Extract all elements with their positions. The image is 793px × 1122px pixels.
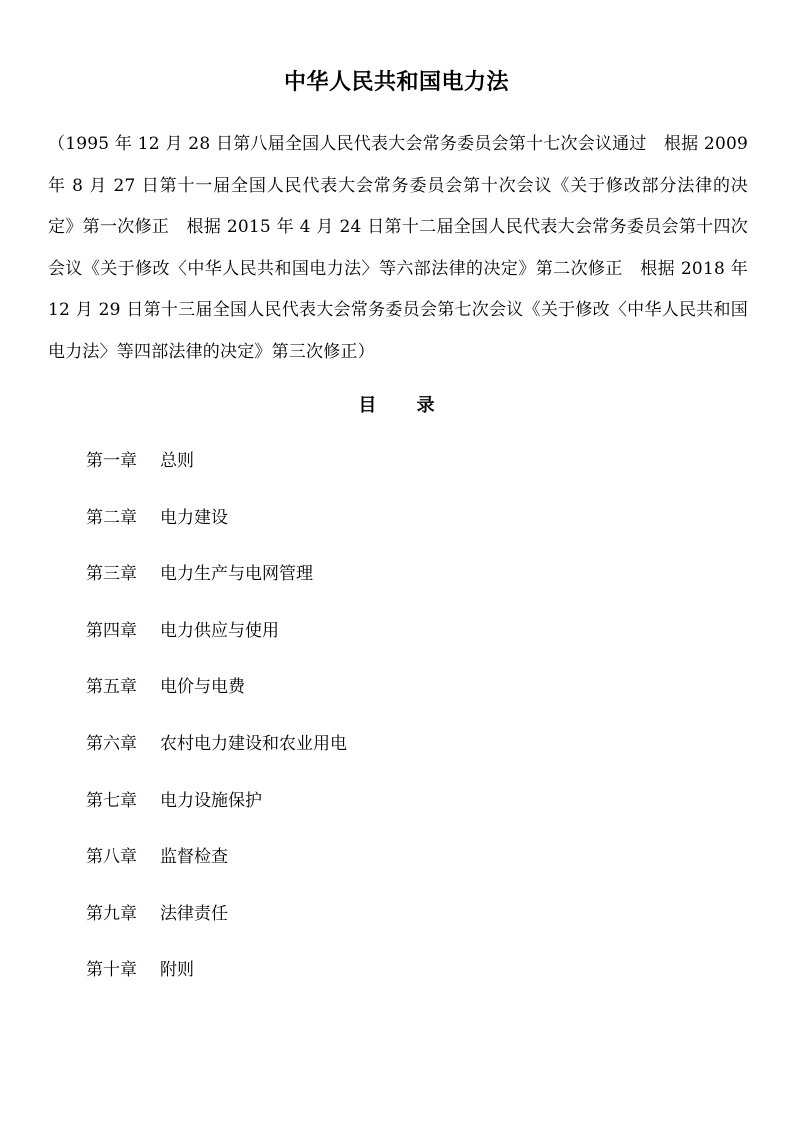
chapter-number: 第十章	[86, 960, 137, 981]
chapter-title: 农村电力建设和农业用电	[160, 733, 347, 754]
chapter-number: 第一章	[86, 451, 137, 471]
chapter-title: 附则	[160, 960, 194, 981]
toc-item-chapter-6	[86, 726, 347, 783]
chapter-number: 第三章	[86, 564, 137, 585]
toc-item-chapter-5	[86, 669, 347, 726]
chapter-number: 第六章	[86, 733, 137, 754]
chapter-number: 第四章	[86, 620, 137, 641]
chapter-title: 总则	[160, 451, 194, 471]
toc-item-chapter-9	[86, 896, 347, 953]
chapter-title: 电力设施保护	[160, 790, 262, 811]
toc-heading: 目 录	[358, 395, 435, 416]
toc-item-chapter-8	[86, 839, 347, 896]
chapter-title: 电力建设	[160, 507, 228, 528]
toc-item-chapter-2	[86, 500, 347, 557]
chapter-number: 第五章	[86, 677, 137, 698]
chapter-number: 第八章	[86, 847, 137, 868]
toc-item-chapter-10	[86, 952, 347, 1009]
chapter-title: 监督检查	[160, 847, 228, 868]
amendment-history: （1995 年 12 月 28 日第八届全国人民代表大会常务委员会第十七次会议通过 根据 2009 年 8 月 27 日第十一届全国人民代表大会常务委员会第十次会议《关于修改部分法律的决定》第一次修正 根据 2015 年 4 月 24 日第十二届全国人民代表大会常务委员会第十四次会议《关于修改〈中华人民共和国电力法〉等六部法律的决定》第二次修正 根据 2018 年 12 月 29 日第十三届全国人民代表大会常务委员会第七次会议《关于修改〈中华人民共和国电力法〉等四部法律的决定》第三次修正）	[48, 134, 748, 362]
chapter-title: 法律责任	[160, 903, 228, 924]
toc-item-chapter-4	[86, 613, 347, 670]
toc-item-chapter-1	[86, 443, 347, 500]
chapter-number: 第二章	[86, 507, 137, 528]
document-title: 中华人民共和国电力法	[283, 70, 509, 95]
chapter-number: 第七章	[86, 790, 137, 811]
toc-item-chapter-7	[86, 783, 347, 840]
toc-item-chapter-3	[86, 556, 347, 613]
chapter-title: 电力生产与电网管理	[160, 564, 313, 585]
chapter-title: 电价与电费	[160, 677, 245, 698]
table-of-contents	[86, 443, 347, 1009]
chapter-title: 电力供应与使用	[160, 620, 279, 641]
chapter-number: 第九章	[86, 903, 137, 924]
